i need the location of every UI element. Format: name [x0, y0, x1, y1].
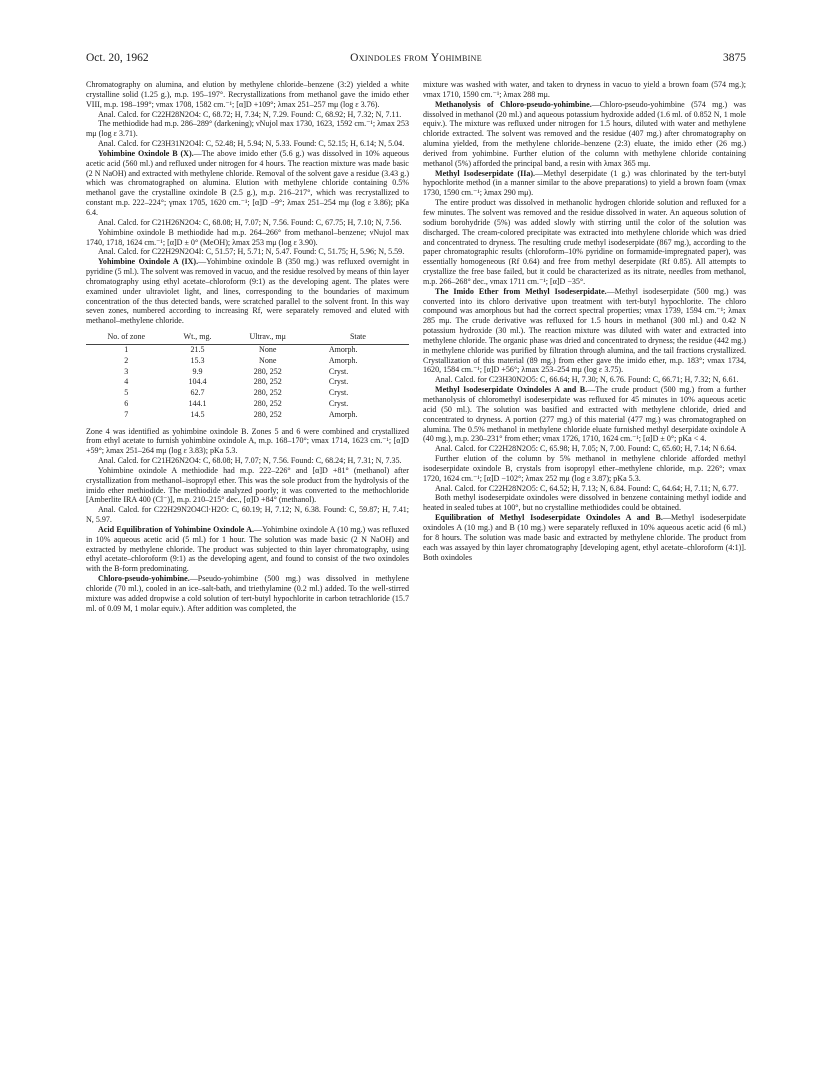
paragraph: [86, 110, 409, 120]
table-cell: Cryst.: [328, 398, 349, 408]
table-cell: 144.1: [188, 398, 207, 408]
table-cell: Amorph.: [328, 409, 358, 419]
paragraph-text: —Methyl deserpidate (1 g.) was chlorinated by the tert-butyl hypochlorite method (in a manner similar to the above preparations) to yield a brown foam (νmax 1730, 1590 cm.⁻¹; λmax 290 mμ).: [423, 168, 746, 198]
paragraph-text: Anal. Calcd. for C21H26N2O4: C, 68.08; H, 7.07; N, 7.56. Found: C, 68.24; H, 7.31; N, 7.35.: [98, 456, 402, 466]
table-row: [86, 367, 409, 378]
table-cell: 7: [124, 409, 129, 419]
paragraph-text: —Pseudo-yohimbine (500 mg.) was dissolved in methylene chloride (70 ml.), cooled in an ice–salt-bath, and triethylamine (0.2 ml.) added. To the well-stirred mixture was added dropwise a cold solution of tert-butyl hypochlorite in carbon tetrachloride (15.7 ml. of 0.09 M, 1 molar equiv.). After addition was completed, the: [86, 574, 409, 613]
paragraph: [423, 169, 746, 199]
paragraph-text: Chromatography on alumina, and elution by methylene chloride–benzene (3:2) yielded a white crystalline solid (1.25 g.), m.p. 195–197°. Recrystallizations from methanol gave the imido ether VIII, m.p. 198–199°; νmax 1708, 1582 cm.⁻¹; [α]D +109°; λmax 251–257 mμ (log ε 3.76).: [86, 80, 409, 109]
paragraph-text: Further elution of the column by 5% methanol in methylene chloride afforded methyl isodeserpidate oxindole B, crystals from isopropyl ether–methylene chloride, m.p. 226°; νmax 1720, 1624 cm.⁻¹; [α]D −102°; λmax 252 mμ (log ε 3.87); pKa 5.3.: [423, 454, 746, 483]
table-row: [86, 388, 409, 399]
issue-date: Oct. 20, 1962: [86, 52, 149, 64]
table-row: [86, 410, 409, 421]
paragraph-text: Anal. Calcd. for C22H28N2O4: C, 68.72; H, 7.34; N, 7.29. Found: C, 68.92; H, 7.32; N, 7.11.: [98, 109, 402, 119]
paragraph: [423, 484, 746, 494]
paragraph: [86, 574, 409, 613]
paragraph-text: Anal. Calcd. for C23H30N2O5: C, 66.64; H, 7.30; N, 6.76. Found: C, 66.71; H, 7.32; N, 6.61.: [435, 375, 739, 385]
paragraph-text: —Methyl isodeserpidate oxindoles A (10 mg.) and B (10 mg.) were separately refluxed in 10% aqueous acetic acid (6 ml.) for 8 hours. The solution was made basic and extracted by methylene chloride. The product from each was assayed by thin layer chromatography [developing agent, ethyl acetate–chloroform (4:1)]. Both oxindoles: [423, 513, 746, 562]
paragraph: [423, 444, 746, 454]
table-header: Ultrav., mμ: [229, 331, 307, 344]
table-row: [86, 399, 409, 410]
paragraph: [86, 456, 409, 466]
running-title: Oxindoles from Yohimbine: [350, 52, 482, 64]
section-heading: The Imido Ether from Methyl Isodeserpidate.: [435, 286, 607, 296]
table-cell: 280, 252: [253, 409, 282, 419]
paragraph-text: —Methyl isodeserpidate (500 mg.) was converted into its chloro derivative upon treatment with tert-butyl hypochlorite. The chloro compound was amorphous but had the correct spectral properties; νmax 1739, 1594 cm.⁻¹; λmax 285 mμ. The crude derivative was refluxed for 1.5 hours in methanol (300 ml.) and 0.42 N potassium hydroxide (30 ml.). The reaction mixture was diluted with water and extracted into methylene chloride. The organic phase was dried and concentrated to dryness; the residue (442 mg.) in methylene chloride was purified by filtration through alumina, and the tail fractions crystallized. Crystallization of this material (89 mg.) from ether gave the imido ether, m.p. 183°; νmax 1734, 1620, 1584 cm.⁻¹; [α]D +56°; λmax 253–254 mμ (log ε 3.75).: [423, 286, 746, 375]
paragraph: [423, 375, 746, 385]
zone-table: [86, 331, 409, 420]
table-cell: None: [259, 344, 277, 354]
paragraph: [86, 505, 409, 525]
table-cell: 15.3: [190, 355, 205, 365]
paragraph: [86, 466, 409, 505]
table-cell: 280, 252: [253, 388, 282, 398]
table-row: [86, 377, 409, 388]
paragraph-text: Zone 4 was identified as yohimbine oxindole B. Zones 5 and 6 were combined and crystallized from ethyl acetate to furnish yohimbine oxindole A, m.p. 168–170°; νmax 1714, 1623 cm.⁻¹; [α]D +59°; λmax 251–264 mμ (log ε 3.83); pKa 5.3.: [86, 426, 409, 456]
paragraph: [423, 454, 746, 484]
paragraph-text: mixture was washed with water, and taken to dryness in vacuo to yield a brown foam (574 mg.); νmax 1710, 1590 cm.⁻¹; λmax 288 mμ.: [423, 80, 746, 99]
table-cell: 280, 252: [253, 366, 282, 376]
section-heading: Yohimbine Oxindole A (IX).: [98, 257, 199, 267]
table-cell: Amorph.: [328, 355, 358, 365]
section-heading: Acid Equilibration of Yohimbine Oxindole A.: [98, 524, 255, 534]
table-cell: 6: [124, 398, 129, 408]
table-cell: 21.5: [190, 344, 205, 354]
table-cell: 4: [124, 377, 129, 387]
section-heading: Equilibration of Methyl Isodeserpidate Oxindoles A and B.: [435, 513, 663, 523]
paragraph-text: Anal. Calcd. for C22H29N2O4Cl·H2O: C, 60.19; H, 7.12; N, 6.38. Found: C, 59.87; H, 7.41; N, 5.97.: [86, 505, 409, 525]
paragraph-text: Yohimbine oxindole B methiodide had m.p. 264–266° from methanol–benzene; νNujol max 1740, 1718, 1624 cm.⁻¹; [α]D ± 0° (MeOH); λmax 253 mμ (log ε 3.90).: [86, 227, 409, 247]
section-heading: Methanolysis of Chloro-pseudo-yohimbine.: [435, 99, 592, 109]
right-column: [423, 80, 746, 614]
table-cell: None: [259, 355, 277, 365]
paragraph: [423, 385, 746, 444]
table-cell: 5: [124, 388, 129, 398]
paragraph-text: The entire product was dissolved in methanolic hydrogen chloride solution and refluxed for a few minutes. The solvent was removed and the residue dissolved in water. An aqueous solution of sodium borohydride (5%) was added slowly with stirring until the color of the solution was discharged. The cream-colored precipitate was extracted into methylene chloride which was dried and concentrated to dryness. The resulting crude methyl isodeserpidate (867 mg.), according to the paper chromatographic results (chloroform–10% pyridine on formamide-impregnated paper), was essentially homogeneous (Rf 0.64) and free from methyl deserpidate (Rf 0.85). All attempts to crystallize the free base failed, but it could be characterized as its nitrate, needles from methanol, m.p. 266–268° dec., νmax 1711 cm.⁻¹; [α]D −35°.: [423, 198, 746, 286]
table-cell: 62.7: [190, 388, 205, 398]
paragraph: [423, 80, 746, 100]
paragraph-text: Anal. Calcd. for C22H28N2O5: C, 65.98; H, 7.05; N, 7.00. Found: C, 65.60; H, 7.14; N 6.64.: [435, 444, 737, 454]
table-cell: 3: [124, 366, 129, 376]
table-cell: 2: [124, 355, 129, 365]
paragraph-text: Anal. Calcd. for C22H29N2O4I: C, 51.57; H, 5.71; N, 5.47. Found: C, 51.75; H, 5.96; N, 5.59.: [98, 247, 405, 257]
paragraph-text: —The above imido ether (5.6 g.) was dissolved in 10% aqueous acetic acid (560 ml.) and refluxed under nitrogen for 4 hours. The reaction mixture was made basic (2 N NaOH) and extracted with methylene chloride. Removal of the solvent gave a residue (3.43 g.) which was chromatographed on alumina. Elution with methylene chloride containing 0.5% methanol gave the crystalline oxindole B (2.5 g.), m.p. 216–217°, which was recrystallized to constant m.p. 222–224°; γmax 1705, 1620 cm.⁻¹; [α]D −9°; λmax 251–254 mμ (log ε 3.86); pKa 6.4.: [86, 148, 409, 217]
paragraph-text: Anal. Calcd. for C22H28N2O5: C, 64.52; H, 7.13; N, 6.84. Found: C, 64.64; H, 7.11; N, 6.77.: [435, 483, 739, 493]
paragraph-text: Anal. Calcd. for C21H26N2O4: C, 68.08; H, 7.07; N, 7.56. Found: C, 67.75; H, 7.10; N, 7.56.: [98, 217, 402, 227]
section-heading: Methyl Isodeserpidate Oxindoles A and B.: [435, 385, 588, 395]
table-cell: Cryst.: [328, 388, 349, 398]
paragraph: [86, 218, 409, 228]
table-header: No. of zone: [86, 331, 167, 344]
paragraph-text: Both methyl isodeserpidate oxindoles were dissolved in benzene containing methyl iodide and heated in sealed tubes at 100°, but no crystalline methiodides could be obtained.: [423, 493, 746, 513]
paragraph: [423, 198, 746, 287]
paragraph: [423, 100, 746, 169]
paragraph-text: —The crude product (500 mg.) from a further methanolysis of chloromethyl isodeserpidate was refluxed for 45 minutes in 10% aqueous acetic acid (50 ml.). The solution was basified and extracted with methylene chloride, dried and concentrated to dryness. A portion (277 mg.) of this material (477 mg.) was chromatographed on alumina. The 0.5% methanol in methylene chloride eluate furnished methyl deserpidate oxindole A (40 mg.), m.p. 230–231° from ether; νmax 1726, 1710, 1624 cm.⁻¹; [α]D ± 0°; pKa < 4.: [423, 385, 746, 444]
table-header: Wt., mg.: [167, 331, 229, 344]
table-cell: 14.5: [190, 409, 205, 419]
paragraph: [423, 287, 746, 376]
journal-page: [86, 52, 746, 1052]
paragraph: [86, 228, 409, 248]
paragraph: [86, 149, 409, 218]
table-cell: 280, 252: [253, 398, 282, 408]
paragraph: [86, 119, 409, 139]
table-cell: Cryst.: [328, 377, 349, 387]
left-column: [86, 80, 409, 614]
section-heading: Methyl Isodeserpidate (IIa).: [435, 168, 536, 178]
paragraph: [86, 247, 409, 257]
paragraph: [423, 493, 746, 513]
table-header: State: [307, 331, 409, 344]
page-header: [86, 52, 746, 72]
table-cell: 280, 252: [253, 377, 282, 387]
paragraph-text: —Chloro-pseudo-yohimbine (574 mg.) was dissolved in methanol (20 ml.) and aqueous potassium hydroxide added (1.6 ml. of 0.852 N, 1 mole equiv.). The mixture was refluxed under nitrogen for 1.5 hours, diluted with water and methylene chloride extracted. The solvent was removed and the residue (407 mg.) after chromatography on alumina yielded, from the methylene chloride–benzene (2:3) eluate, the imido ether (26 mg.) derived from yohimbine. Further elution of the column with methylene chloride containing methanol (5%) afforded the principal band, a resin with λmax 365 mμ.: [423, 99, 746, 168]
paragraph-text: Anal. Calcd. for C23H31N2O4I: C, 52.48; H, 5.94; N, 5.33. Found: C, 52.15; H, 6.14; N, 5.04.: [98, 139, 405, 149]
paragraph: [86, 257, 409, 326]
table-cell: 1: [124, 344, 129, 354]
section-heading: Chloro-pseudo-yohimbine.: [98, 574, 190, 584]
table-cell: Cryst.: [328, 366, 349, 376]
table-cell: Amorph.: [328, 344, 358, 354]
section-heading: Yohimbine Oxindole B (X).: [98, 148, 194, 158]
paragraph-text: Yohimbine oxindole A methiodide had m.p. 222–226° and [α]D +81° (methanol) after crystallization from methanol–isopropyl ether. This was the sole product from the hydrolysis of the imido ether methiodide. The methiodide analyzed poorly; it was converted to the methochloride [Amberlite IRA 400 (Cl⁻)], m.p. 210–215° dec., [α]D +84° (methanol).: [86, 465, 409, 505]
table-row: [86, 344, 409, 355]
table-row: [86, 356, 409, 367]
paragraph-text: —Yohimbine oxindole B (350 mg.) was refluxed overnight in pyridine (5 ml.). The solvent was removed in vacuo, and the residue resolved by means of thin layer chromatography using ethyl acetate–chloroform (9:1) as the developing agent. The plates were examined under ultraviolet light, and lines, corresponding to the boundaries of maximum concentration of the thus detected bands, were scratched parallel to the solvent front. In this way seven zones, numbered according to increasing Rf, were separately removed and eluted with methanol–methylene chloride.: [86, 257, 409, 326]
paragraph: [86, 427, 409, 457]
paragraph: [86, 139, 409, 149]
paragraph-text: The methiodide had m.p. 286–289° (darkening); νNujol max 1730, 1623, 1592 cm.⁻¹; λmax 253 mμ (log ε 3.71).: [86, 119, 409, 139]
paragraph: [86, 80, 409, 110]
page-number: 3875: [723, 52, 746, 64]
paragraph: [423, 513, 746, 562]
table-cell: 9.9: [192, 366, 203, 376]
paragraph-text: —Yohimbine oxindole A (10 mg.) was refluxed in 10% aqueous acetic acid (5 ml.) for 1 hour. The solution was made basic (2 N NaOH) and extracted by methylene chloride. The product was subjected to thin layer chromatography, using ethyl acetate–chloroform (9:1) as the developing agent, and found to consist of the two oxindoles with the B-form predominating.: [86, 524, 410, 574]
table-cell: 104.4: [188, 377, 207, 387]
paragraph: [86, 525, 409, 574]
